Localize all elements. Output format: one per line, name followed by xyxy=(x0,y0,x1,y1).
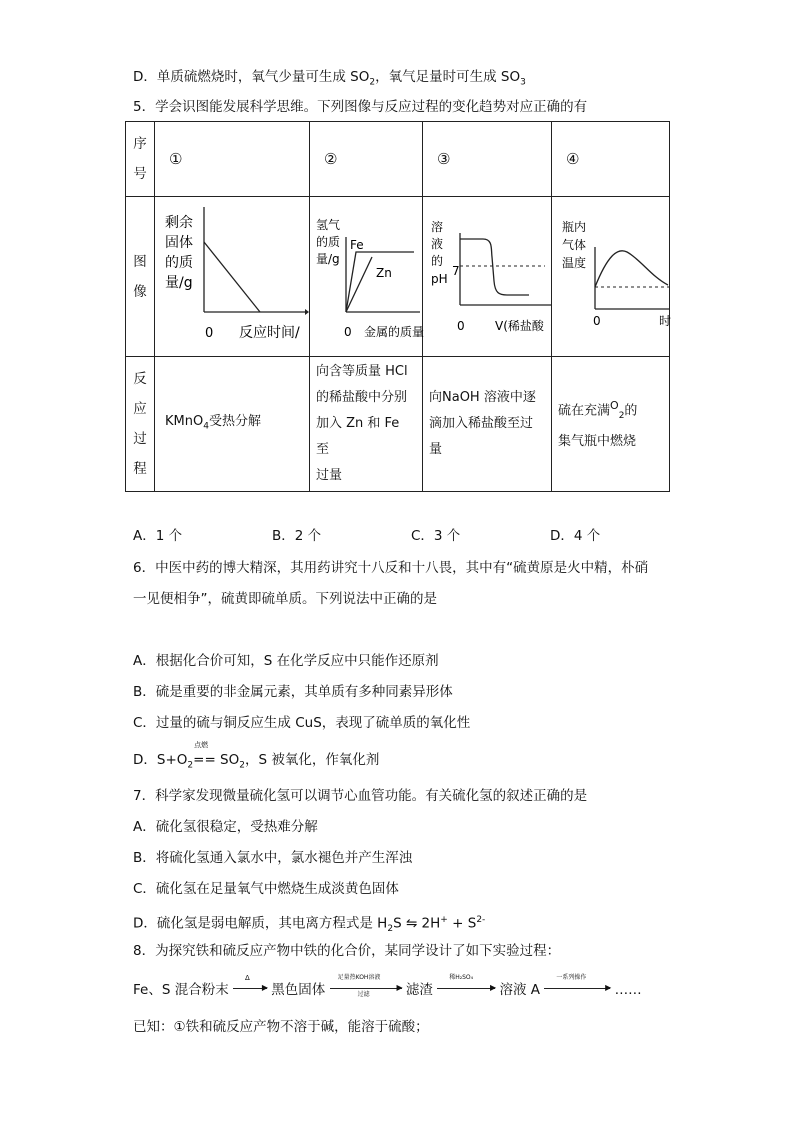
graph-1-ylabel-2: 固体 xyxy=(165,235,193,251)
q7-stem: 7．科学家发现微量硫化氢可以调节心血管功能。有关硫化氢的叙述正确的是 xyxy=(133,788,588,804)
graph-1-ylabel-3: 的质 xyxy=(165,255,193,271)
graph-1-x-arrow xyxy=(305,309,309,315)
col-num-4: ④ xyxy=(552,122,670,197)
q7-option-c[interactable]: C．硫化氢在足量氧气中燃烧生成淡黄色固体 xyxy=(133,881,399,897)
graph-2-fe-label: Fe xyxy=(350,238,364,252)
q6-option-d[interactable]: D．$S+O_2$ 点燃 == $SO_2$，S 被氧化，作氧化剂 xyxy=(133,741,380,771)
q5-table xyxy=(125,121,670,492)
flow-arrow-4: 一系列操作 ▶ xyxy=(544,982,610,994)
q7-option-a[interactable]: A．硫化氢很稳定，受热难分解 xyxy=(133,819,318,835)
graph-1-origin: 0 xyxy=(205,326,214,341)
graph-3-ylabel-4: pH xyxy=(431,272,448,286)
graph-1-curve xyxy=(204,242,260,312)
q5-stem: 5．学会识图能发展科学思维。下列图像与反应过程的变化趋势对应正确的有 xyxy=(133,99,588,115)
graph-3-origin: 0 xyxy=(457,319,465,333)
graph-2-fe-line xyxy=(346,252,414,312)
graph-4-ylabel-1: 瓶内 xyxy=(562,220,587,234)
graph-4-curve xyxy=(595,251,668,287)
q6-option-c[interactable]: C．过量的硫与铜反应生成 CuS，表现了硫单质的氧化性 xyxy=(133,715,471,731)
q5-option-a[interactable]: A．1 个 xyxy=(133,528,183,544)
flow-arrow-1: Δ ▶ xyxy=(233,982,267,994)
graph-4-origin: 0 xyxy=(593,314,601,328)
graph-3-ylabel-1: 溶 xyxy=(431,220,444,234)
q6-option-a[interactable]: A．根据化合价可知，S 在化学反应中只能作还原剂 xyxy=(133,653,439,669)
graph-2 xyxy=(310,197,423,357)
graph-4 xyxy=(552,197,670,357)
graph-2-zn-label: Zn xyxy=(376,266,392,280)
row-head-graph: 图像 xyxy=(126,197,155,357)
graph-1-ylabel-4: 量/g xyxy=(165,275,193,291)
process-3: 向NaOH 溶液中逐 滴加入稀盐酸至过 量 xyxy=(423,357,552,492)
q7-option-d[interactable]: D．硫化氢是弱电解质，其电离方程式是 $H_2S$ ⇋ $2H^+ + S^{2-}$ xyxy=(133,915,486,935)
q5-option-b[interactable]: B．2 个 xyxy=(272,528,322,544)
q8-flow: Fe、S 混合粉末 Δ ▶ 黑色固体 足量热KOH溶液 ▶ 过滤 滤渣 稀H₂SO₄ ▶ 溶液 A 一系列操作 ▶ …… xyxy=(133,974,642,998)
graph-1-svg xyxy=(155,197,309,352)
q5-options xyxy=(133,526,600,546)
graph-3-xlabel: V(稀盐酸 xyxy=(495,319,544,333)
q6-stem-2: 一见便相争”，硫黄即硫单质。下列说法中正确的是 xyxy=(133,591,437,607)
graph-3-ylabel-3: 的 xyxy=(431,254,444,268)
graph-2-svg xyxy=(310,197,425,352)
graph-4-ylabel-2: 气体 xyxy=(562,238,587,252)
graph-3-ylabel-2: 液 xyxy=(431,237,444,251)
q7-option-b[interactable]: B．将硫化氢通入氯水中，氯水褪色并产生浑浊 xyxy=(133,850,413,866)
flow-arrow-2: 足量热KOH溶液 ▶ 过滤 xyxy=(330,982,402,994)
graph-1-xlabel: 反应时间/ xyxy=(239,325,300,341)
graph-3-svg xyxy=(423,197,551,352)
graph-1 xyxy=(155,197,310,357)
graph-4-ylabel-3: 温度 xyxy=(562,256,587,270)
graph-3 xyxy=(423,197,552,357)
process-4: 硫在充满$^O_2$的 集气瓶中燃烧 xyxy=(552,357,670,492)
q8-known: 已知：①铁和硫反应产物不溶于碱，能溶于硫酸； xyxy=(133,1019,429,1035)
row-head-number: 序号 xyxy=(126,122,155,197)
graph-2-xlabel: 金属的质量 xyxy=(364,325,425,339)
flow-arrow-3: 稀H₂SO₄ ▶ xyxy=(437,982,495,994)
q6-stem-1: 6．中医中药的博大精深，其用药讲究十八反和十八畏，其中有“硫黄原是火中精，朴硝 xyxy=(133,560,649,576)
graph-2-origin: 0 xyxy=(344,325,352,339)
graph-4-xlabel: 时 xyxy=(659,314,672,328)
graph-2-zn-line xyxy=(346,257,372,312)
graph-2-ylabel-1: 氢气 xyxy=(316,218,341,232)
graph-2-ylabel-2: 的质 xyxy=(316,235,341,249)
q6-option-b[interactable]: B．硫是重要的非金属元素，其单质有多种同素异形体 xyxy=(133,684,453,700)
graph-3-curve xyxy=(460,239,529,295)
col-num-2: ② xyxy=(310,122,423,197)
row-head-process: 反应过程 xyxy=(126,357,155,492)
col-num-3: ③ xyxy=(423,122,552,197)
col-num-1: ① xyxy=(155,122,310,197)
q8-stem: 8．为探究铁和硫反应产物中铁的化合价，某同学设计了如下实验过程： xyxy=(133,943,561,959)
reaction-condition: 点燃 == xyxy=(193,741,216,768)
graph-4-svg xyxy=(552,197,672,352)
graph-3-tick-7: 7 xyxy=(452,264,460,278)
graph-1-ylabel-1: 剩余 xyxy=(165,215,193,231)
graph-2-ylabel-3: 量/g xyxy=(316,252,340,266)
q5-option-d[interactable]: D．4 个 xyxy=(550,528,601,544)
q5-option-c[interactable]: C．3 个 xyxy=(411,528,461,544)
process-2: 向含等质量 HCl 的稀盐酸中分别 加入 Zn 和 Fe 至 过量 xyxy=(310,357,423,492)
q4-option-d: D．单质硫燃烧时，氧气少量可生成 $SO_2$，氧气足量时可生成 $SO_3$ xyxy=(133,69,526,88)
process-1: KMnO$_4$受热分解 xyxy=(155,357,310,492)
